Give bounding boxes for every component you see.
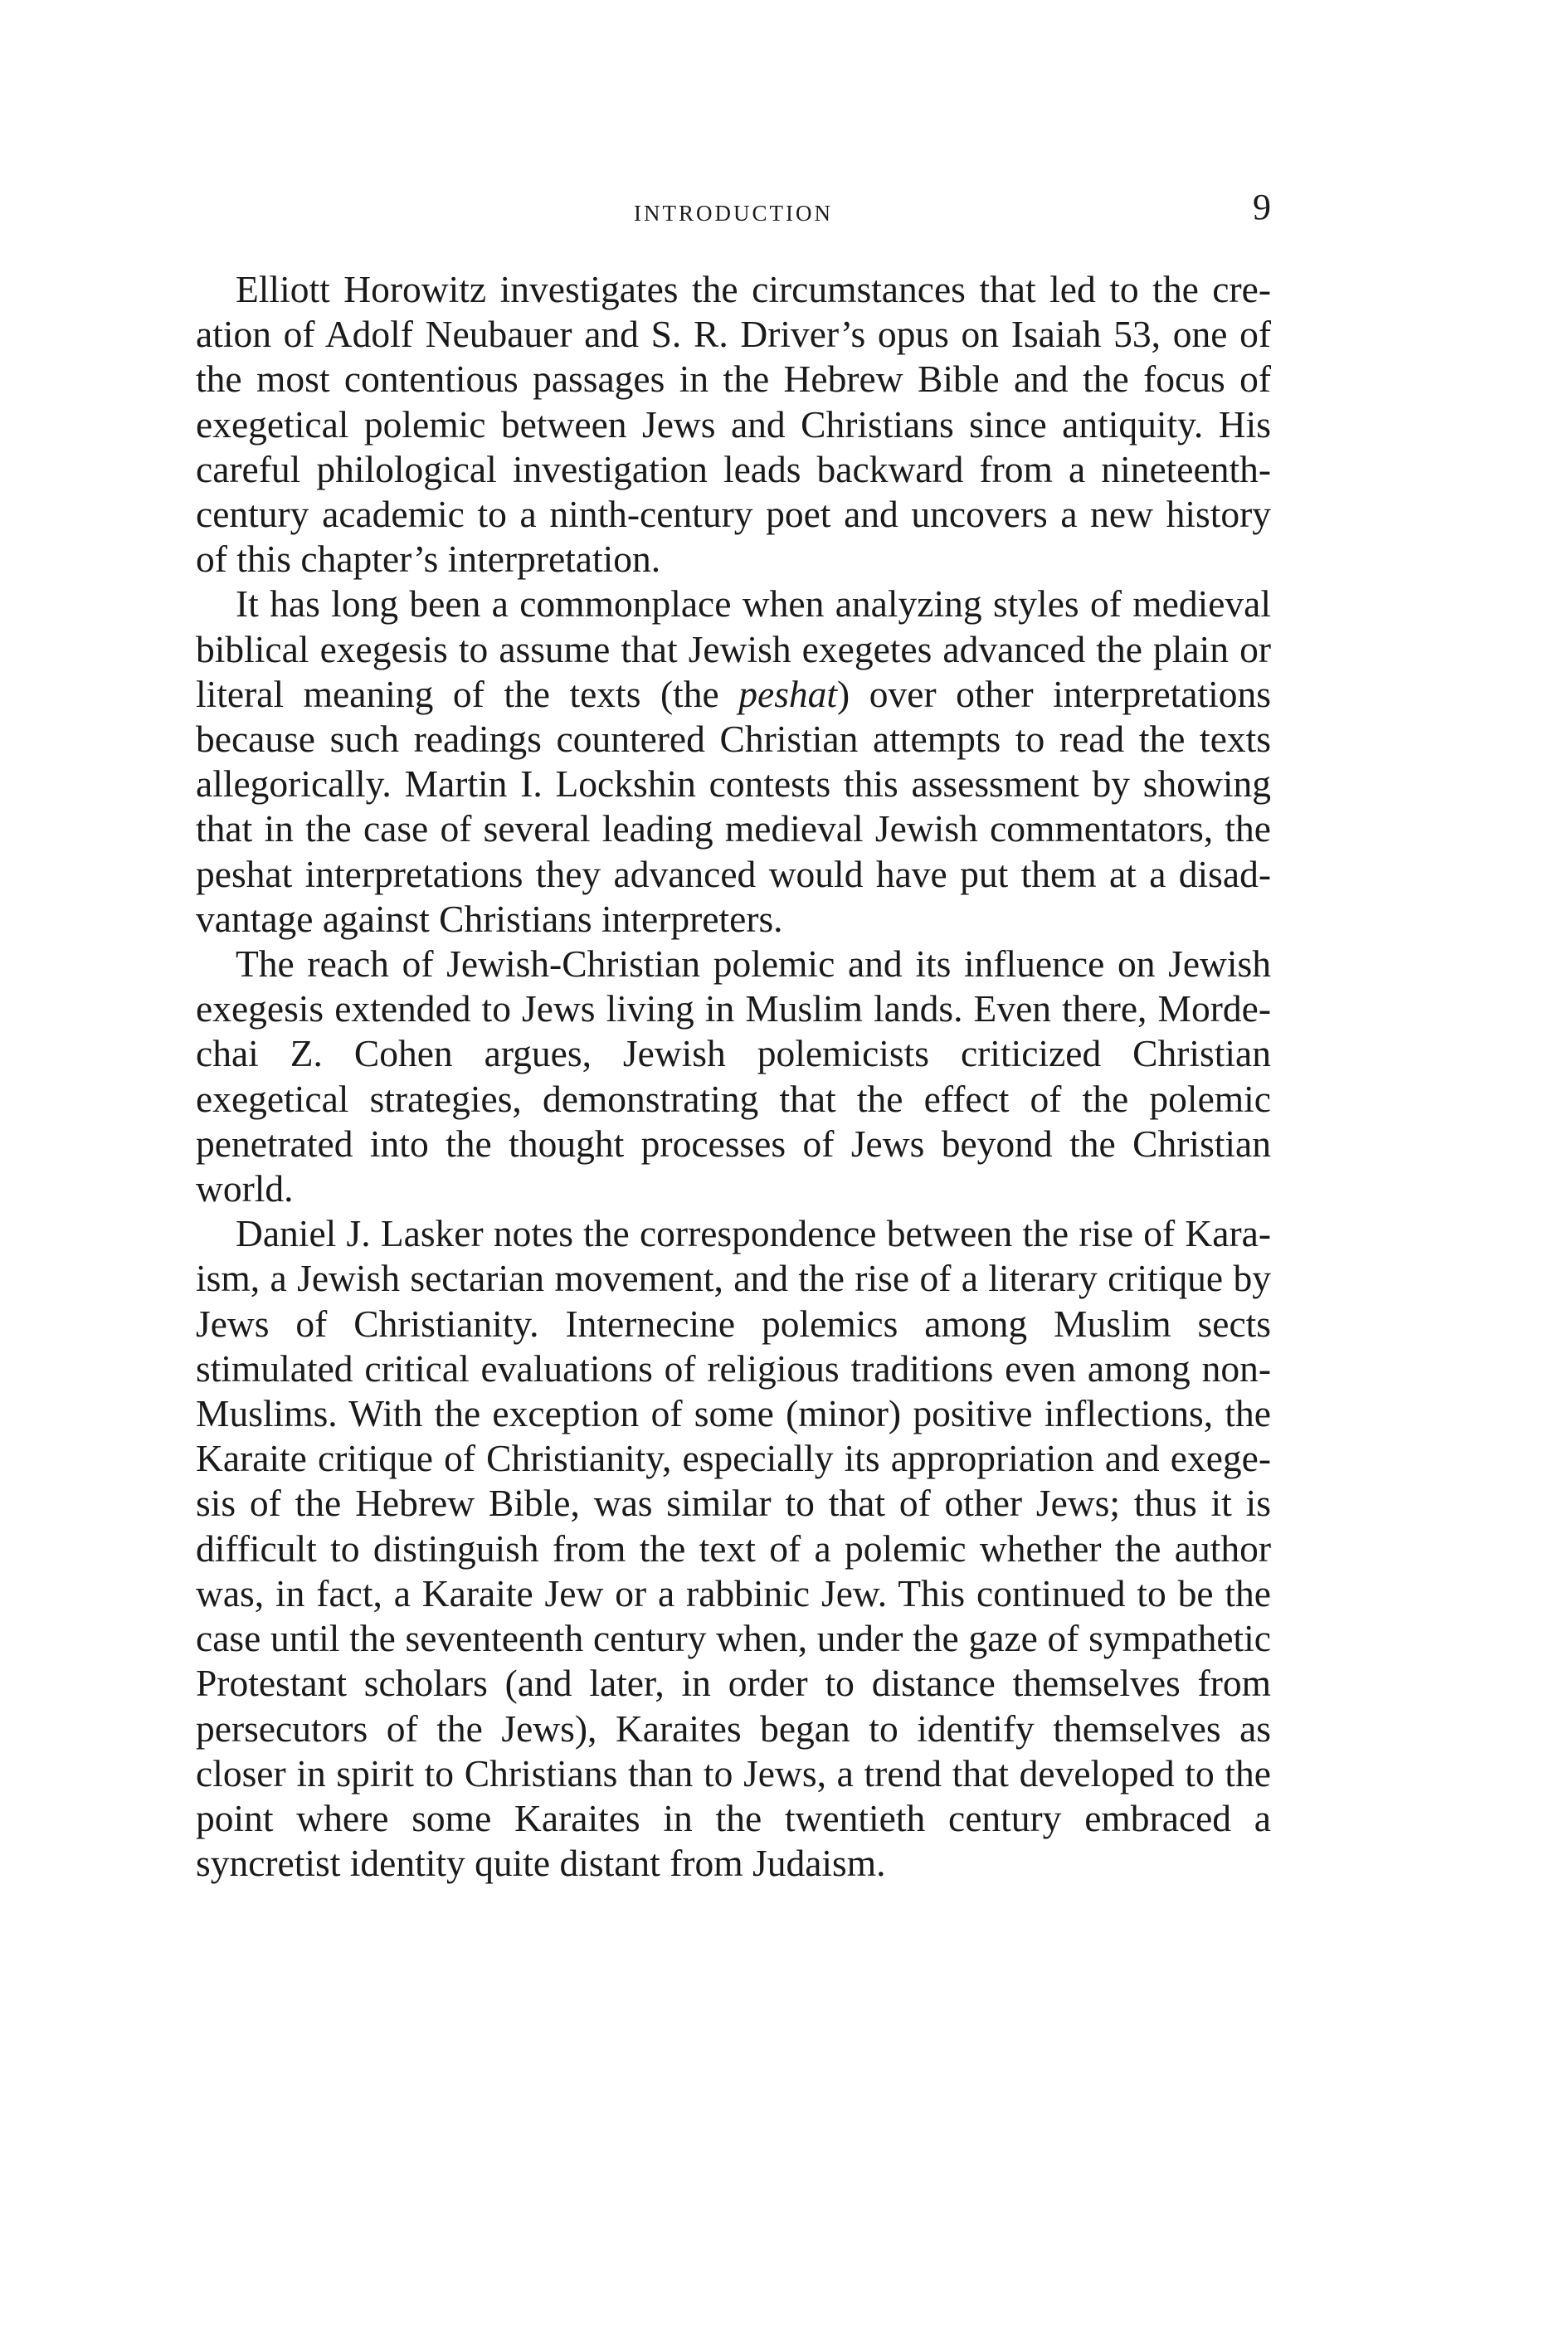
paragraph-text: ) over other interpretations because such readings countered Christian attempts to read the texts allegorically. Martin I. Lockshin contests this assessment by showing that in the case of several leading medieval Jewish commentators, the peshat interpretations they advanced would have put them at a disadvantage against Christians interpreters. xyxy=(196,672,1271,940)
paragraph-text: It has long been a commonplace when analyzing styles of medieval biblical exegesis to assume that Jewish exegetes advanced the plain or literal meaning of the texts (the xyxy=(196,582,1271,715)
page-number: 9 xyxy=(1253,187,1271,227)
paragraph-lockshin xyxy=(196,582,1271,942)
paragraph-cohen: The reach of Jewish-Christian polemic and its influence on Jewish exegesis extended to Jews living in Muslim lands. Even there, Mordechai Z. Cohen argues, Jewish polemicists criticized Christian exegetical strategies, demonstrating that the effect of the polemic penetrated into the thought processes of Jews beyond the Christian world. xyxy=(196,942,1271,1210)
italic-term: peshat xyxy=(738,672,838,715)
body-text xyxy=(196,267,1271,1886)
running-head xyxy=(196,189,1271,231)
running-title: introduction xyxy=(634,193,833,228)
paragraph-horowitz: Elliott Horowitz investigates the circumstances that led to the creation of Adolf Neubauer and S. R. Driver’s opus on Isaiah 53, one of the most contentious passages in the Hebrew Bible and the focus of exegetical polemic between Jews and Christians since antiquity. His careful philological investigation leads backward from a nineteenth-century academic to a ninth-century poet and uncovers a new history of this chapter’s interpretation. xyxy=(196,268,1271,581)
paragraph-lasker: Daniel J. Lasker notes the correspondence between the rise of Karaism, a Jewish sectarian movement, and the rise of a literary critique by Jews of Christianity. Internecine polemics among Muslim sects stimulated critical evaluations of religious traditions even among non-Muslims. With the exception of some (minor) positive inflections, the Karaite critique of Christianity, especially its appropriation and exegesis of the Hebrew Bible, was similar to that of other Jews; thus it is difficult to distinguish from the text of a polemic whether the author was, in fact, a Karaite Jew or a rabbinic Jew. This continued to be the case until the seventeenth century when, under the gaze of sympathetic Protestant scholars (and later, in order to distance themselves from persecutors of the Jews), Karaites began to identify themselves as closer in spirit to Christians than to Jews, a trend that developed to the point where some Karaites in the twentieth century embraced a syncretist identity quite distant from Judaism. xyxy=(196,1212,1271,1885)
